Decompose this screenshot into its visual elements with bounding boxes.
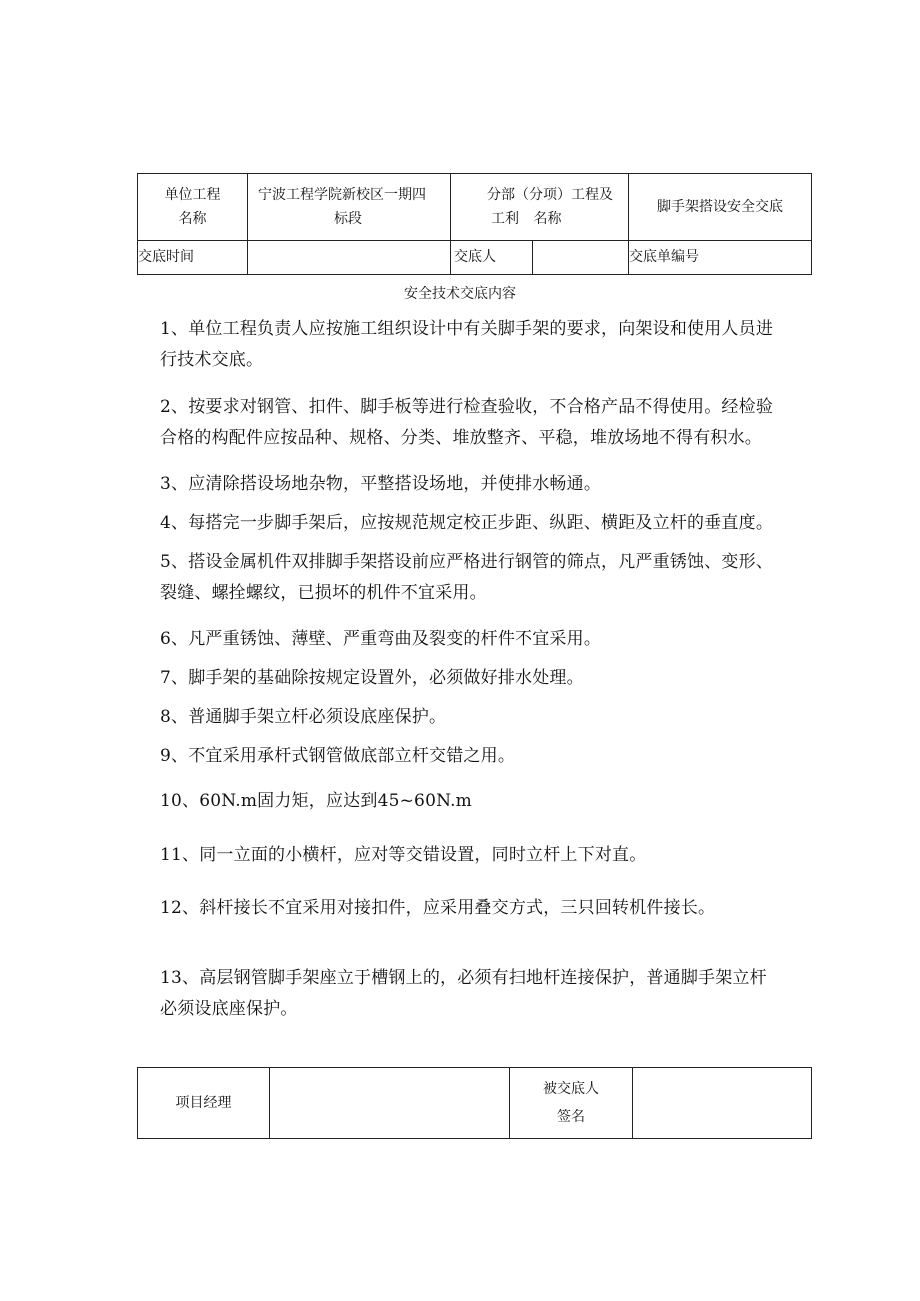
list-item-7-line1: 7、脚手架的基础除按规定设置外，必须做好排水处理。 [160,668,584,688]
recipient-label-cell [510,1068,633,1139]
list-item-2-line1: 2、按要求对钢管、扣件、脚手板等进行检查验收，不合格产品不得使用。经检验 [160,397,774,417]
signature-row [138,1068,812,1139]
unit-project-value-line2: 标段 [334,211,362,227]
handover-person-label: 交底人 [451,241,533,275]
list-item-10 [160,786,825,817]
list-item-9-line1: 9、不宜采用承杆式钢管做底部立杆交错之用。 [160,746,516,766]
sub-project-label-line2b: 名称 [533,211,562,227]
list-item-3-line1: 3、应清除搭设场地杂物，平整搭设场地，并使排水畅通。 [160,474,602,494]
header-row-project [138,174,812,241]
list-item-11-line1: 11、同一立面的小横杆，应对等交错设置，同时立杆上下对直。 [160,845,647,865]
list-item-5-line2: 裂缝、螺拴螺纹，已损坏的机件不宜采用。 [160,583,487,603]
list-item-5-line1: 5、搭设金属机件双排脚手架搭设前应严格进行钢管的筛点，凡严重锈蚀、变形、 [160,552,774,572]
unit-project-value-line1: 宁波工程学院新校区一期四 [258,186,426,203]
handover-person-value[interactable] [533,241,629,275]
list-item-4-line1: 4、每搭完一步脚手架后，应按规范规定校正步距、纵距、横距及立杆的垂直度。 [160,513,774,533]
header-table [137,173,812,275]
sub-project-label-cell [451,174,629,241]
list-item-1-line2: 行技术交底。 [160,350,264,370]
list-item-10-line1: 10、60N.m固力矩，应达到45~60N.m [160,791,472,811]
handover-time-label: 交底时间 [138,241,248,275]
handover-number-label: 交底单编号 [629,241,812,275]
list-item-12 [160,893,825,924]
list-item-2 [160,392,825,454]
list-item-13-line2: 必须设底座保护。 [160,999,298,1019]
recipient-label-line1: 被交底人 [543,1080,599,1097]
list-item-8-line1: 8、普通脚手架立杆必须设底座保护。 [160,707,447,727]
recipient-label-line2: 签名 [557,1109,585,1125]
list-item-1-line1: 1、单位工程负责人应按施工组织设计中有关脚手架的要求，向架设和使用人员进 [160,319,774,339]
list-item-8 [160,702,825,733]
list-item-13 [160,963,825,1025]
project-manager-signature[interactable] [270,1068,510,1139]
project-manager-label: 项目经理 [138,1068,270,1139]
sub-project-value-cell: 脚手架搭设安全交底 [629,174,812,241]
list-item-13-line1: 13、高层钢管脚手架座立于槽钢上的，必须有扫地杆连接保护，普通脚手架立杆 [160,968,767,988]
unit-project-value-cell [248,174,451,241]
recipient-signature[interactable] [633,1068,812,1139]
list-item-1 [160,314,825,376]
list-item-6 [160,624,825,655]
list-item-11 [160,840,825,871]
header-row-time [138,241,812,275]
list-item-5 [160,547,825,609]
section-title: 安全技术交底内容 [404,286,516,302]
list-item-12-line1: 12、斜杆接长不宜采用对接扣件，应采用叠交方式，三只回转机件接长。 [160,898,716,918]
sub-project-label-line2a: 工利 [491,211,519,227]
list-item-3 [160,469,825,500]
list-item-6-line1: 6、凡严重锈蚀、薄壁、严重弯曲及裂变的杆件不宜采用。 [160,629,602,649]
list-item-7 [160,663,825,694]
sub-project-label-line2 [487,210,628,228]
signature-table [137,1067,812,1139]
handover-time-value[interactable] [248,241,451,275]
unit-project-label-line2: 名称 [178,211,207,227]
list-item-2-line2: 合格的构配件应按品种、规格、分类、堆放整齐、平稳，堆放场地不得有积水。 [160,428,762,448]
unit-project-label-cell [138,174,248,241]
list-item-4 [160,508,825,539]
list-item-9 [160,741,825,772]
unit-project-label-line1: 单位工程 [164,186,221,203]
sub-project-label-line1: 分部（分项）工程及 [487,186,613,203]
